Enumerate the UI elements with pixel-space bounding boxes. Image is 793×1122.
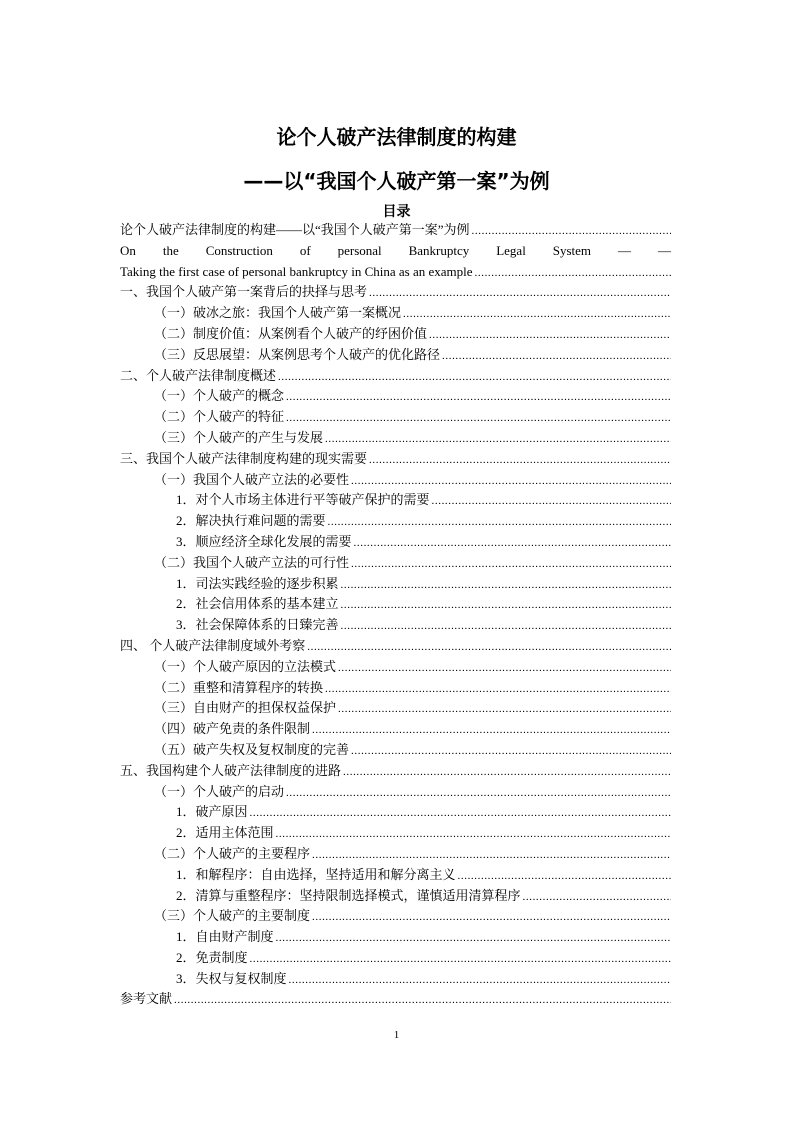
toc-entry[interactable] <box>120 761 671 782</box>
toc-leader-dots <box>328 512 671 533</box>
toc-english-title-word: Legal <box>496 242 526 258</box>
toc-entry-label: （一）个人破产的概念 <box>154 388 285 404</box>
toc-entry[interactable] <box>120 220 671 241</box>
toc-entry-label: （一）个人破产的启动 <box>154 783 285 799</box>
toc-entry[interactable] <box>120 782 671 803</box>
toc-leader-dots <box>351 471 671 492</box>
toc-entry-label: （三）个人破产的产生与发展 <box>154 429 324 445</box>
toc-leader-dots <box>312 720 671 741</box>
toc-entry[interactable] <box>120 345 671 366</box>
toc-english-title-word: personal <box>337 242 382 258</box>
toc-entry-label: 1．破产原因 <box>176 804 248 820</box>
toc-leader-dots <box>523 887 671 908</box>
toc-entry-label: 2．清算与重整程序：坚持限制选择模式，谨慎适用清算程序 <box>176 887 521 903</box>
toc-entry[interactable] <box>120 802 671 823</box>
toc-entry[interactable] <box>120 969 671 990</box>
toc-leader-dots <box>286 408 671 429</box>
toc-english-title-word: On <box>120 242 136 258</box>
toc-entry[interactable] <box>120 449 671 470</box>
toc-english-title-word: of <box>299 242 311 258</box>
toc-leader-dots <box>403 304 671 325</box>
toc-leader-dots <box>341 575 671 596</box>
toc-leader-dots <box>289 970 671 991</box>
toc-english-title-line[interactable] <box>120 241 671 262</box>
toc-entry-label: 2．社会信用体系的基本建立 <box>176 596 339 612</box>
toc-entry-label: （二）个人破产的特征 <box>154 409 285 425</box>
toc-leader-dots <box>325 429 671 450</box>
toc-entry-label: 3．失权与复权制度 <box>176 970 287 986</box>
toc-entry[interactable] <box>120 511 671 532</box>
toc-entry[interactable] <box>120 698 671 719</box>
toc-english-title-word: — <box>618 242 632 258</box>
toc-entry-label: （一）破冰之旅：我国个人破产第一案概况 <box>154 305 402 321</box>
toc-entry[interactable] <box>120 594 671 615</box>
toc-english-title-word: Construction <box>205 242 273 258</box>
toc-entry-label: （三）反思展望：从案例思考个人破产的优化路径 <box>154 346 441 362</box>
toc-leader-dots <box>472 221 671 242</box>
toc-leader-dots <box>341 595 671 616</box>
toc-leader-dots <box>312 907 671 928</box>
toc-leader-dots <box>354 533 671 554</box>
toc-entry[interactable] <box>120 927 671 948</box>
toc-entry-label: （三）自由财产的担保权益保护 <box>154 700 337 716</box>
toc-leader-dots <box>276 928 671 949</box>
toc-leader-dots <box>276 824 671 845</box>
toc-leader-dots <box>312 845 671 866</box>
toc-entry-label: 1．和解程序：自由选择，坚持适用和解分离主义 <box>176 866 456 882</box>
toc-entry-label: 四、 个人破产法律制度域外考察 <box>120 637 306 653</box>
toc-leader-dots <box>338 699 671 720</box>
toc-entry-label: 1．对个人市场主体进行平等破产保护的需要 <box>176 492 430 508</box>
toc-leader-dots <box>286 783 671 804</box>
toc-entry-label: （二）制度价值：从案例看个人破产的纾困价值 <box>154 325 428 341</box>
toc-entry-label: 参考文献 <box>120 991 173 1007</box>
toc-entry-label: 1．司法实践经验的逐步积累 <box>176 575 339 591</box>
toc-entry[interactable] <box>120 636 671 657</box>
toc-leader-dots <box>341 616 671 637</box>
toc-leader-dots <box>458 866 671 887</box>
toc-entry-label: （一）个人破产原因的立法模式 <box>154 658 337 674</box>
toc-entry[interactable] <box>120 948 671 969</box>
toc-entry-label: 2．免责制度 <box>176 949 248 965</box>
toc-entry[interactable] <box>120 303 671 324</box>
toc-entry[interactable] <box>120 865 671 886</box>
toc-entry[interactable] <box>120 407 671 428</box>
toc-english-title-word: System <box>552 242 592 258</box>
toc-leader-dots <box>351 741 671 762</box>
toc-entry[interactable] <box>120 532 671 553</box>
toc-entry[interactable] <box>120 386 671 407</box>
toc-entry[interactable] <box>120 657 671 678</box>
toc-entry-label: 三、我国个人破产法律制度构建的现实需要 <box>120 450 368 466</box>
toc-entry[interactable] <box>120 490 671 511</box>
toc-entry[interactable] <box>120 719 671 740</box>
toc-entry-label: 2．适用主体范围 <box>176 825 274 841</box>
toc-leader-dots <box>307 637 671 658</box>
toc-entry[interactable] <box>120 906 671 927</box>
toc-entry-label: （一）我国个人破产立法的必要性 <box>154 471 350 487</box>
toc-leader-dots <box>286 387 671 408</box>
toc-entry-label: 二、个人破产法律制度概述 <box>120 367 277 383</box>
toc-entry[interactable] <box>120 989 671 1010</box>
toc-entry-label: （二）我国个人破产立法的可行性 <box>154 554 350 570</box>
toc-leader-dots <box>442 346 671 367</box>
toc-leader-dots <box>278 367 671 388</box>
toc-entry-label: 一、我国个人破产第一案背后的抉择与思考 <box>120 284 368 300</box>
toc-entry[interactable] <box>120 844 671 865</box>
table-of-contents <box>120 220 671 1010</box>
toc-entry[interactable] <box>120 553 671 574</box>
toc-leader-dots <box>369 450 671 471</box>
toc-leader-dots <box>475 263 671 284</box>
toc-english-title-word: — <box>657 242 671 258</box>
toc-leader-dots <box>174 990 671 1011</box>
toc-entry-label: 3．顺应经济全球化发展的需要 <box>176 533 352 549</box>
toc-entry-label: 3．社会保障体系的日臻完善 <box>176 617 339 633</box>
toc-entry[interactable] <box>120 886 671 907</box>
toc-leader-dots <box>338 658 671 679</box>
toc-entry[interactable] <box>120 262 671 283</box>
toc-entry-label: （三）个人破产的主要制度 <box>154 908 311 924</box>
toc-english-title-word: the <box>162 242 179 258</box>
document-subtitle: ——以“我国个人破产第一案”为例 <box>243 169 550 193</box>
toc-entry[interactable] <box>120 740 671 761</box>
page-number: 1 <box>393 1029 400 1041</box>
toc-entry[interactable] <box>120 324 671 345</box>
toc-entry-label: （四）破产免责的条件限制 <box>154 721 311 737</box>
toc-leader-dots <box>429 325 671 346</box>
toc-entry-label: （二）重整和清算程序的转换 <box>154 679 324 695</box>
toc-leader-dots <box>325 679 671 700</box>
toc-leader-dots <box>250 803 671 824</box>
toc-entry[interactable] <box>120 282 671 303</box>
toc-entry[interactable] <box>120 366 671 387</box>
toc-entry[interactable] <box>120 678 671 699</box>
toc-entry-label: （二）个人破产的主要程序 <box>154 845 311 861</box>
toc-entry[interactable] <box>120 428 671 449</box>
toc-english-title-word: Bankruptcy <box>408 242 470 258</box>
toc-entry-label: Taking the first case of personal bankruptcy in China as an example <box>120 263 473 279</box>
toc-entry[interactable] <box>120 823 671 844</box>
toc-leader-dots <box>250 949 671 970</box>
toc-entry[interactable] <box>120 470 671 491</box>
toc-entry-label: 五、我国构建个人破产法律制度的进路 <box>120 762 342 778</box>
toc-entry[interactable] <box>120 615 671 636</box>
toc-leader-dots <box>432 491 671 512</box>
document-title: 论个人破产法律制度的构建 <box>276 125 517 149</box>
toc-leader-dots <box>369 283 671 304</box>
toc-entry[interactable] <box>120 574 671 595</box>
toc-leader-dots <box>343 762 671 783</box>
toc-entry-label: 论个人破产法律制度的构建——以“我国个人破产第一案”为例 <box>120 222 470 237</box>
toc-leader-dots <box>351 554 671 575</box>
toc-heading: 目录 <box>382 204 411 220</box>
toc-entry-label: （五）破产失权及复权制度的完善 <box>154 741 350 757</box>
toc-entry-label: 1．自由财产制度 <box>176 929 274 945</box>
toc-entry-label: 2．解决执行难问题的需要 <box>176 513 326 529</box>
